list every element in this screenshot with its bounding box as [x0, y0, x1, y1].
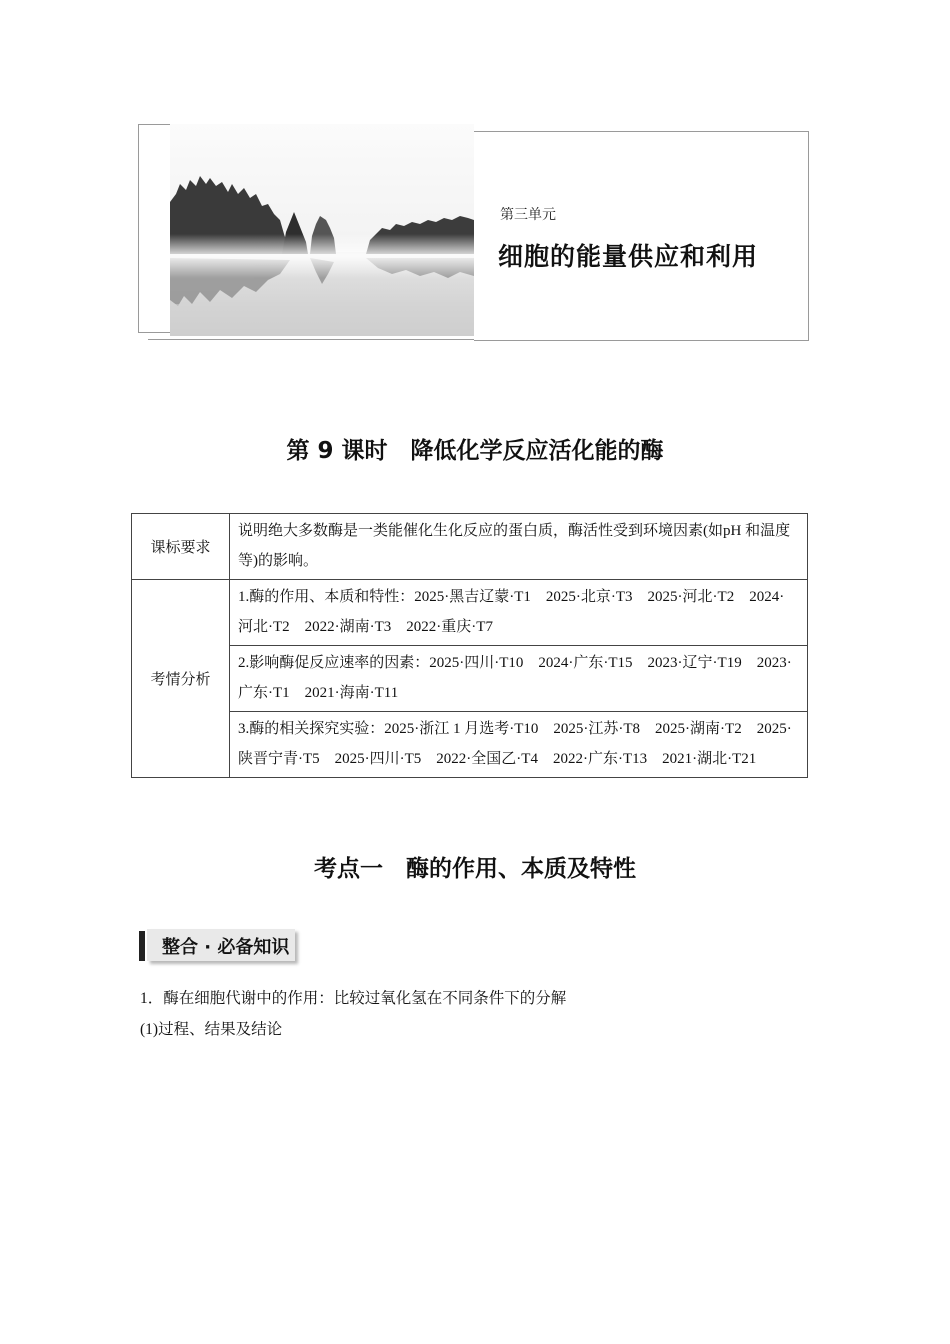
lesson-title: 第 9 课时 降低化学反应活化能的酶 — [286, 438, 664, 464]
exam-analysis-cell-2: 2.影响酶促反应速率的因素：2025·四川·T10 2024·广东·T15 2023·辽宁·T19 2023·广东·T1 2021·海南·T11 — [230, 646, 808, 712]
paragraph-2: (1)过程、结果及结论 — [140, 1021, 283, 1038]
paragraph-1: 1．酶在细胞代谢中的作用：比较过氧化氢在不同条件下的分解 — [140, 990, 567, 1007]
row-header-curriculum: 课标要求 — [132, 514, 230, 580]
misty-lake-photo — [170, 124, 474, 336]
banner-frame-bottom — [148, 339, 474, 340]
tag-box — [147, 929, 295, 961]
banner-frame-left — [138, 124, 171, 333]
tag-bar — [139, 931, 145, 961]
table-row — [132, 646, 808, 712]
banner-frame-right — [474, 131, 809, 341]
tag-label: 整合 · 必备知识 — [162, 937, 290, 958]
table-row — [132, 580, 808, 646]
row-header-exam-analysis: 考情分析 — [132, 580, 230, 778]
exam-analysis-cell-3: 3.酶的相关探究实验：2025·浙江 1 月选考·T10 2025·江苏·T8 2025·湖南·T2 2025·陕晋宁青·T5 2025·四川·T5 2022·全国乙·T4 2022·广东·T13 2021·湖北·T21 — [230, 712, 808, 778]
table-row — [132, 514, 808, 580]
requirements-table — [131, 513, 808, 778]
curriculum-requirement-cell: 说明绝大多数酶是一类能催化生化反应的蛋白质，酶活性受到环境因素(如pH 和温度等)的影响。 — [230, 514, 808, 580]
unit-banner — [138, 124, 810, 342]
table-row — [132, 712, 808, 778]
section-heading: 考点一 酶的作用、本质及特性 — [314, 856, 636, 882]
exam-analysis-cell-1: 1.酶的作用、本质和特性：2025·黑吉辽蒙·T1 2025·北京·T3 2025·河北·T2 2024·河北·T2 2022·湖南·T3 2022·重庆·T7 — [230, 580, 808, 646]
unit-title: 细胞的能量供应和利用 — [498, 242, 759, 271]
unit-number: 第三单元 — [500, 207, 556, 223]
knowledge-tag — [139, 929, 299, 967]
